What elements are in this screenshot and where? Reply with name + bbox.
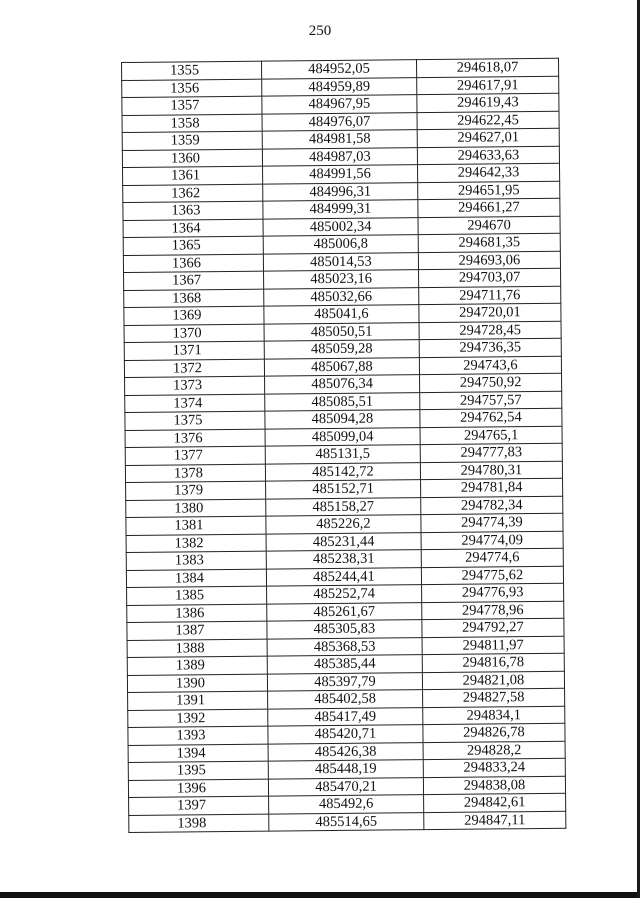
point-number-cell: 1377 <box>125 446 265 465</box>
point-number-cell: 1381 <box>126 516 266 535</box>
y-coordinate-cell: 294703,07 <box>419 268 561 287</box>
y-coordinate-cell: 294720,01 <box>419 303 561 322</box>
x-coordinate-cell: 485252,74 <box>267 585 422 604</box>
table-row <box>129 811 566 833</box>
point-number-cell: 1393 <box>128 726 268 745</box>
x-coordinate-cell: 485226,2 <box>266 515 421 534</box>
y-coordinate-cell: 294617,91 <box>417 76 559 95</box>
page-number: 250 <box>308 23 332 39</box>
y-coordinate-cell: 294728,45 <box>419 321 561 340</box>
point-number-cell: 1369 <box>124 306 264 325</box>
point-number-cell: 1363 <box>123 201 263 220</box>
x-coordinate-cell: 485385,44 <box>267 655 422 674</box>
point-number-cell: 1370 <box>124 324 264 343</box>
coordinates-table-body <box>122 58 566 832</box>
point-number-cell: 1395 <box>128 761 268 780</box>
point-number-cell: 1357 <box>122 96 262 115</box>
point-number-cell: 1392 <box>128 709 268 728</box>
point-number-cell: 1382 <box>126 534 266 553</box>
y-coordinate-cell: 294633,63 <box>417 146 559 165</box>
y-coordinate-cell: 294776,93 <box>422 583 564 602</box>
y-coordinate-cell: 294781,84 <box>421 478 563 497</box>
x-coordinate-cell: 484976,07 <box>262 112 417 131</box>
y-coordinate-cell: 294826,78 <box>423 723 565 742</box>
point-number-cell: 1367 <box>124 271 264 290</box>
x-coordinate-cell: 485152,71 <box>266 480 421 499</box>
point-number-cell: 1361 <box>123 166 263 185</box>
y-coordinate-cell: 294782,34 <box>421 496 563 515</box>
y-coordinate-cell: 294842,61 <box>424 793 566 812</box>
point-number-cell: 1385 <box>127 586 267 605</box>
x-coordinate-cell: 485402,58 <box>268 690 423 709</box>
y-coordinate-cell: 294811,97 <box>422 636 564 655</box>
y-coordinate-cell: 294780,31 <box>420 461 562 480</box>
x-coordinate-cell: 485085,51 <box>265 392 420 411</box>
y-coordinate-cell: 294762,54 <box>420 408 562 427</box>
point-number-cell: 1365 <box>123 236 263 255</box>
point-number-cell: 1356 <box>122 79 262 98</box>
x-coordinate-cell: 484952,05 <box>261 60 416 79</box>
point-number-cell: 1374 <box>125 394 265 413</box>
x-coordinate-cell: 485261,67 <box>267 602 422 621</box>
y-coordinate-cell: 294828,2 <box>423 741 565 760</box>
x-coordinate-cell: 485244,41 <box>266 567 421 586</box>
y-coordinate-cell: 294711,76 <box>419 286 561 305</box>
x-coordinate-cell: 485131,5 <box>265 445 420 464</box>
y-coordinate-cell: 294838,08 <box>423 776 565 795</box>
point-number-cell: 1390 <box>127 674 267 693</box>
y-coordinate-cell: 294736,35 <box>419 338 561 357</box>
x-coordinate-cell: 485368,53 <box>267 637 422 656</box>
y-coordinate-cell: 294777,83 <box>420 443 562 462</box>
y-coordinate-cell: 294847,11 <box>424 811 566 830</box>
point-number-cell: 1398 <box>129 814 269 833</box>
x-coordinate-cell: 485158,27 <box>266 497 421 516</box>
point-number-cell: 1384 <box>126 569 266 588</box>
x-coordinate-cell: 485032,66 <box>264 287 419 306</box>
x-coordinate-cell: 485094,28 <box>265 410 420 429</box>
y-coordinate-cell: 294775,62 <box>421 566 563 585</box>
y-coordinate-cell: 294778,96 <box>422 601 564 620</box>
x-coordinate-cell: 485231,44 <box>266 532 421 551</box>
y-coordinate-cell: 294642,33 <box>417 163 559 182</box>
x-coordinate-cell: 485099,04 <box>265 427 420 446</box>
x-coordinate-cell: 485448,19 <box>268 760 423 779</box>
y-coordinate-cell: 294670 <box>418 216 560 235</box>
y-coordinate-cell: 294627,01 <box>417 128 559 147</box>
x-coordinate-cell: 485014,53 <box>263 252 418 271</box>
x-coordinate-cell: 485059,28 <box>264 340 419 359</box>
x-coordinate-cell: 484991,56 <box>263 165 418 184</box>
y-coordinate-cell: 294834,1 <box>423 706 565 725</box>
point-number-cell: 1366 <box>123 254 263 273</box>
point-number-cell: 1387 <box>127 621 267 640</box>
x-coordinate-cell: 485514,65 <box>269 812 424 831</box>
point-number-cell: 1373 <box>125 376 265 395</box>
y-coordinate-cell: 294821,08 <box>422 671 564 690</box>
y-coordinate-cell: 294619,43 <box>417 93 559 112</box>
point-number-cell: 1376 <box>125 429 265 448</box>
coordinates-table <box>121 58 566 833</box>
y-coordinate-cell: 294651,95 <box>418 181 560 200</box>
y-coordinate-cell: 294774,6 <box>421 548 563 567</box>
y-coordinate-cell: 294750,92 <box>420 373 562 392</box>
point-number-cell: 1355 <box>122 61 262 80</box>
point-number-cell: 1383 <box>126 551 266 570</box>
y-coordinate-cell: 294661,27 <box>418 198 560 217</box>
y-coordinate-cell: 294833,24 <box>423 758 565 777</box>
x-coordinate-cell: 485470,21 <box>268 777 423 796</box>
x-coordinate-cell: 484959,89 <box>262 77 417 96</box>
point-number-cell: 1368 <box>124 289 264 308</box>
x-coordinate-cell: 485492,6 <box>269 795 424 814</box>
x-coordinate-cell: 485238,31 <box>266 550 421 569</box>
point-number-cell: 1391 <box>128 691 268 710</box>
y-coordinate-cell: 294757,57 <box>420 391 562 410</box>
y-coordinate-cell: 294792,27 <box>422 618 564 637</box>
x-coordinate-cell: 485067,88 <box>264 357 419 376</box>
x-coordinate-cell: 485023,16 <box>264 270 419 289</box>
point-number-cell: 1388 <box>127 639 267 658</box>
point-number-cell: 1397 <box>129 796 269 815</box>
y-coordinate-cell: 294774,09 <box>421 531 563 550</box>
point-number-cell: 1396 <box>128 779 268 798</box>
y-coordinate-cell: 294816,78 <box>422 653 564 672</box>
y-coordinate-cell: 294743,6 <box>419 356 561 375</box>
y-coordinate-cell: 294774,39 <box>421 513 563 532</box>
point-number-cell: 1386 <box>127 604 267 623</box>
x-coordinate-cell: 485076,34 <box>265 375 420 394</box>
point-number-cell: 1360 <box>122 149 262 168</box>
x-coordinate-cell: 484967,95 <box>262 95 417 114</box>
x-coordinate-cell: 485417,49 <box>268 707 423 726</box>
x-coordinate-cell: 484987,03 <box>262 147 417 166</box>
point-number-cell: 1378 <box>125 464 265 483</box>
point-number-cell: 1389 <box>127 656 267 675</box>
x-coordinate-cell: 485142,72 <box>265 462 420 481</box>
point-number-cell: 1364 <box>123 219 263 238</box>
scan-bottom-edge <box>0 892 640 898</box>
x-coordinate-cell: 485006,8 <box>263 235 418 254</box>
x-coordinate-cell: 485397,79 <box>267 672 422 691</box>
x-coordinate-cell: 485041,6 <box>264 305 419 324</box>
point-number-cell: 1362 <box>123 184 263 203</box>
point-number-cell: 1379 <box>126 481 266 500</box>
y-coordinate-cell: 294693,06 <box>418 251 560 270</box>
x-coordinate-cell: 485426,38 <box>268 742 423 761</box>
x-coordinate-cell: 485050,51 <box>264 322 419 341</box>
x-coordinate-cell: 485305,83 <box>267 620 422 639</box>
x-coordinate-cell: 484996,31 <box>263 182 418 201</box>
y-coordinate-cell: 294827,58 <box>423 688 565 707</box>
point-number-cell: 1394 <box>128 744 268 763</box>
point-number-cell: 1372 <box>124 359 264 378</box>
y-coordinate-cell: 294681,35 <box>418 233 560 252</box>
point-number-cell: 1375 <box>125 411 265 430</box>
y-coordinate-cell: 294622,45 <box>417 111 559 130</box>
x-coordinate-cell: 484981,58 <box>262 130 417 149</box>
y-coordinate-cell: 294618,07 <box>416 58 558 77</box>
x-coordinate-cell: 485420,71 <box>268 725 423 744</box>
x-coordinate-cell: 485002,34 <box>263 217 418 236</box>
point-number-cell: 1358 <box>122 114 262 133</box>
point-number-cell: 1371 <box>124 341 264 360</box>
y-coordinate-cell: 294765,1 <box>420 426 562 445</box>
point-number-cell: 1359 <box>122 131 262 150</box>
x-coordinate-cell: 484999,31 <box>263 200 418 219</box>
point-number-cell: 1380 <box>126 499 266 518</box>
